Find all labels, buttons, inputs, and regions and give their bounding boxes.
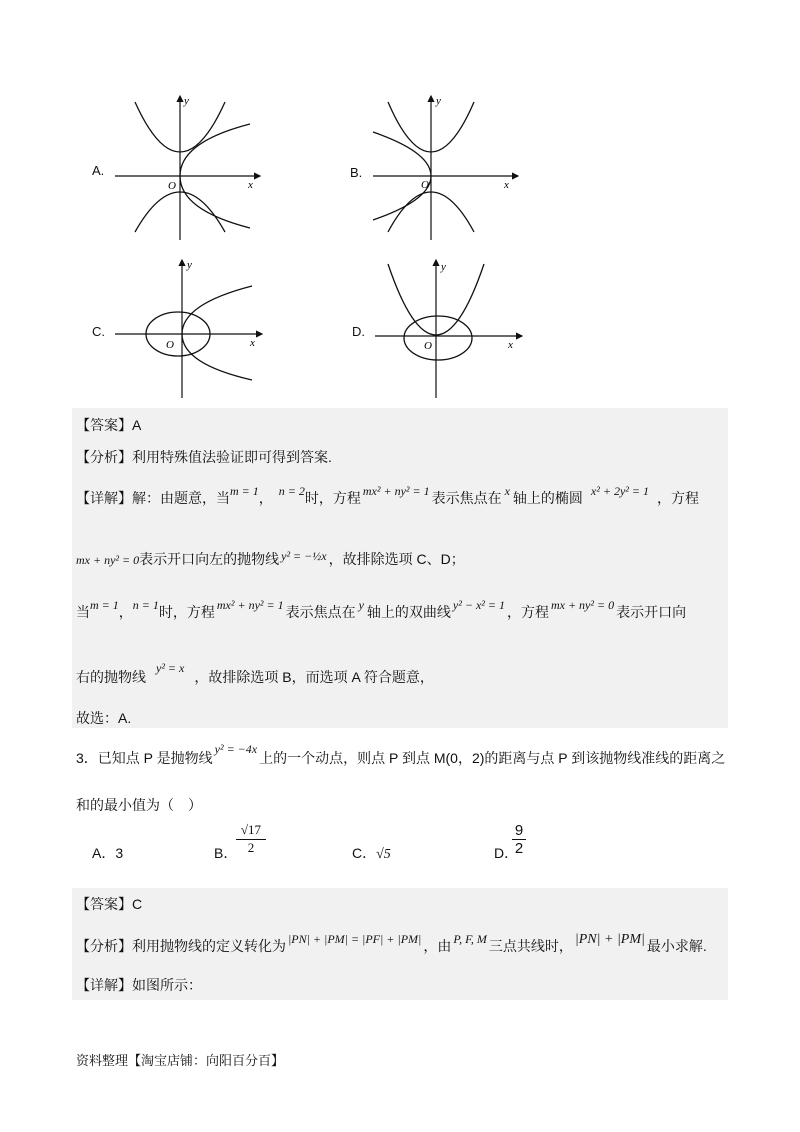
q2-detail-line3: 当m = 1，n = 1时，方程 mx² + ny² = 1 表示焦点在 y 轴上的双曲线 y² − x² = 1 ，方程 mx + ny² = 0 表示开口向 bbox=[76, 598, 687, 620]
q2-detail-line2: mx + ny² = 0表示开口向左的抛物线 y² = −½x ，故排除选项 C、D； bbox=[76, 549, 465, 567]
parabola-right bbox=[182, 286, 252, 380]
page-footer: 资料整理【淘宝店铺：向阳百分百】 bbox=[76, 1053, 285, 1068]
q2-conclusion: 故选：A. bbox=[76, 710, 132, 726]
origin-label: O bbox=[424, 340, 432, 352]
option-a-label: A. bbox=[92, 163, 105, 178]
y-axis-label: y bbox=[184, 95, 189, 107]
y-axis-label: y bbox=[441, 261, 446, 273]
x-axis-label: x bbox=[508, 339, 513, 351]
q3-option-a: A．3 bbox=[92, 845, 124, 861]
x-axis-label: x bbox=[504, 179, 509, 191]
q3-option-d: D． bbox=[494, 845, 519, 861]
q3-stem-line1: 3．已知点 P 是抛物线y² = −4x上的一个动点，则点 P 到点 M(0，2)的距离与点 P 到该抛物线准线的距离之 bbox=[76, 742, 726, 766]
q3-stem-line2: 和的最小值为（ ） bbox=[76, 797, 202, 813]
graph-a bbox=[110, 92, 270, 242]
ellipse bbox=[404, 316, 472, 360]
q2-detail-line1: 【详解】解：由题意，当m = 1， n = 2时，方程 mx² + ny² = 1 表示焦点在 x 轴上的椭圆 x² + 2y² = 1 ，方程 bbox=[76, 484, 699, 506]
q2-detail-line4: 右的抛物线y² = x，故排除选项 B，而选项 A 符合题意， bbox=[76, 661, 434, 685]
q3-detail-line: 【详解】如图所示： bbox=[76, 977, 202, 993]
option-d-label: D. bbox=[352, 324, 365, 339]
q3-option-b: B． bbox=[214, 845, 238, 861]
graph-c bbox=[110, 256, 270, 401]
x-axis-label: x bbox=[250, 337, 255, 349]
option-c-label: C. bbox=[92, 324, 105, 339]
q3-option-d-fraction: 9 2 bbox=[512, 822, 526, 857]
graph-b bbox=[368, 92, 528, 242]
q3-option-b-fraction: √17 2 bbox=[236, 822, 266, 856]
q2-analysis-line: 【分析】利用特殊值法验证即可得到答案. bbox=[76, 449, 332, 465]
q3-option-c: C．√5 bbox=[352, 845, 391, 862]
y-axis-label: y bbox=[436, 95, 441, 107]
origin-label: O bbox=[421, 179, 429, 191]
x-axis-label: x bbox=[248, 179, 253, 191]
q3-answer-line: 【答案】C bbox=[76, 896, 143, 912]
y-axis-label: y bbox=[187, 259, 192, 271]
graph-d bbox=[370, 256, 530, 401]
q3-analysis-line: 【分析】利用抛物线的定义转化为 |PN| + |PM| = |PF| + |PM| ，由 P, F, M 三点共线时， |PN| + |PM| 最小求解. bbox=[76, 932, 707, 954]
origin-label: O bbox=[166, 339, 174, 351]
q2-answer-line: 【答案】A bbox=[76, 417, 142, 433]
option-b-label: B. bbox=[350, 165, 363, 180]
origin-label: O bbox=[168, 180, 176, 192]
